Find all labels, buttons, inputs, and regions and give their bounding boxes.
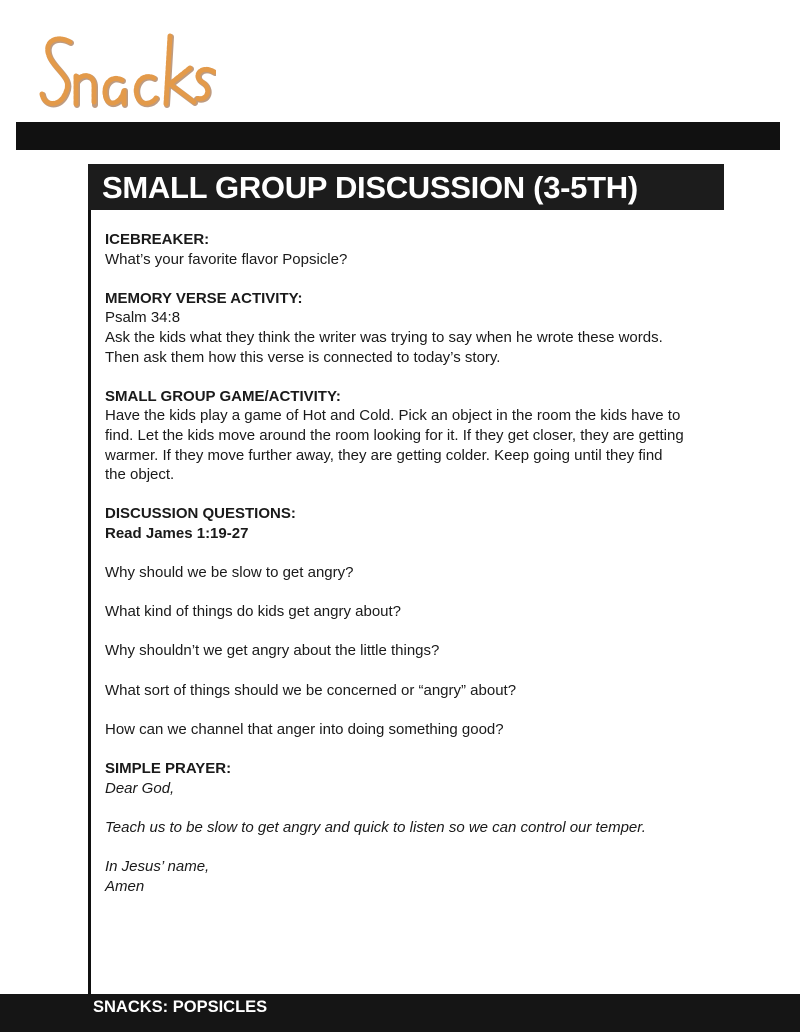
icebreaker-heading: ICEBREAKER: bbox=[105, 231, 210, 248]
snacks-logo bbox=[36, 28, 216, 118]
discussion-heading: DISCUSSION QUESTIONS: bbox=[105, 505, 296, 523]
icebreaker-text: What’s your favorite flavor Popsicle? bbox=[105, 250, 348, 268]
memory-verse-heading: MEMORY VERSE ACTIVITY: bbox=[105, 289, 303, 307]
game-line: find. Let the kids move around the room looking for it. If they get closer, they are getting bbox=[105, 426, 684, 444]
game-line: the object. bbox=[105, 466, 175, 484]
memory-verse-line: Ask the kids what they think the writer was trying to say when he wrote these words. bbox=[105, 328, 663, 346]
page-title: SMALL GROUP DISCUSSION (3-5TH) bbox=[88, 164, 724, 210]
scripture-reading: Read James 1:19-27 bbox=[105, 524, 249, 542]
game-heading: SMALL GROUP GAME/ACTIVITY: bbox=[105, 387, 341, 405]
discussion-question: What kind of things do kids get angry about? bbox=[105, 603, 402, 621]
prayer-body: Teach us to be slow to get angry and quick to listen so we can control our temper. bbox=[105, 818, 646, 836]
prayer-heading: SIMPLE PRAYER: bbox=[105, 760, 232, 778]
discussion-question: Why shouldn’t we get angry about the little things? bbox=[105, 642, 440, 660]
game-line: Have the kids play a game of Hot and Cold. Pick an object in the room the kids have to bbox=[105, 407, 681, 425]
memory-verse-reference: Psalm 34:8 bbox=[105, 309, 181, 327]
header-black-bar bbox=[16, 122, 780, 150]
prayer-closing: In Jesus’ name, bbox=[105, 858, 210, 875]
discussion-question: What sort of things should we be concerned or “angry” about? bbox=[105, 681, 517, 699]
discussion-question: How can we channel that anger into doing something good? bbox=[105, 720, 504, 738]
prayer-greeting: Dear God, bbox=[105, 779, 175, 797]
prayer-amen: Amen bbox=[105, 877, 145, 895]
game-line: warmer. If they move further away, they are getting colder. Keep going until they find bbox=[105, 446, 663, 464]
discussion-question: Why should we be slow to get angry? bbox=[105, 564, 354, 582]
left-rule bbox=[88, 164, 91, 996]
discussion-content bbox=[105, 230, 725, 896]
footer-snacks: SNACKS: POPSICLES bbox=[0, 994, 800, 1032]
memory-verse-line: Then ask them how this verse is connected to today’s story. bbox=[105, 348, 501, 366]
